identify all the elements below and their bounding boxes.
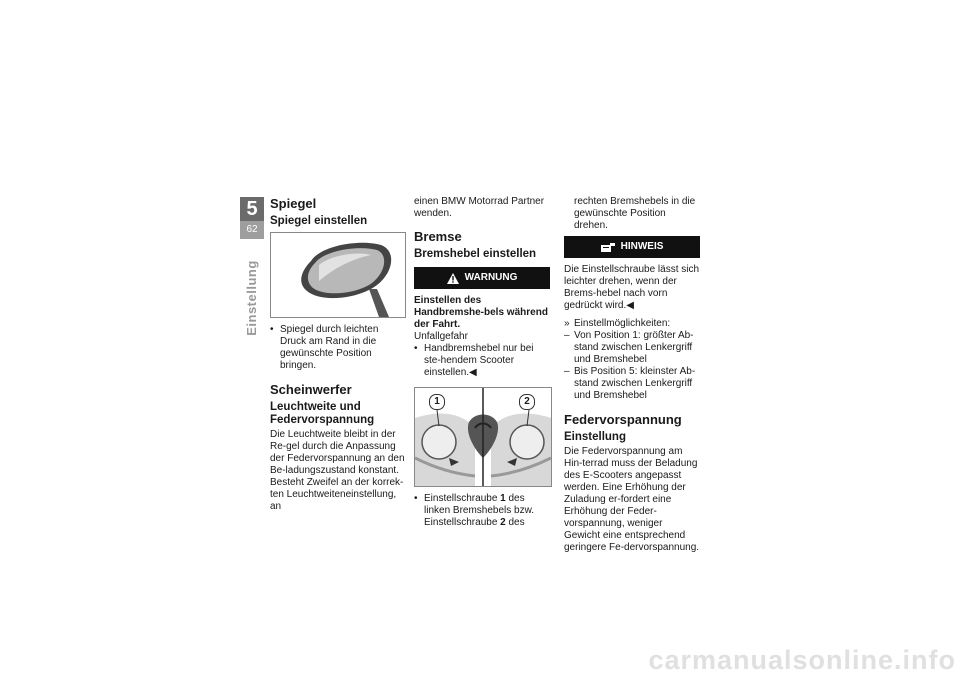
spiegel-bullet: • Spiegel durch leichten Druck am Rand in die gewünschte Position bringen. [270, 324, 406, 372]
section-title-spiegel: Spiegel [270, 196, 317, 211]
hinweis-label: HINWEIS [620, 241, 664, 252]
screw-number-1: 1 [500, 493, 506, 504]
section-title-scheinwerfer: Scheinwerfer [270, 382, 352, 397]
subsection-einstellung: Einstellung [564, 431, 626, 443]
subsection-bremshebel: Bremshebel einstellen [414, 248, 537, 260]
chapter-number: 5 [246, 198, 258, 220]
subsection-spiegel-einstellen: Spiegel einstellen [270, 215, 368, 227]
brake-lever-image [414, 387, 552, 487]
warning-bullet: • Handbremshebel nur bei ste-hendem Scooter einstellen.◀ [414, 343, 550, 379]
chapter-name: Einstellung [244, 260, 259, 336]
callout-2: 2 [519, 394, 535, 410]
column-3 [564, 196, 700, 554]
page-number: 62 [240, 221, 264, 239]
moeglichkeiten: » Einstellmöglichkeiten: [564, 318, 700, 330]
screw-text-mid: des linken Bremshebels bzw. Einstellschraube [424, 493, 535, 528]
hinweis-bar [564, 236, 700, 258]
warning-label: WARNUNG [464, 272, 518, 283]
screw-number-2: 2 [500, 517, 506, 528]
section-title-federvorspannung: Federvorspannung [564, 412, 682, 427]
subsection-leuchtweite: Leuchtweite und Federvorspannung [270, 401, 375, 426]
warning-icon [447, 273, 459, 284]
section-title-bremse: Bremse [414, 229, 462, 244]
mirror-image [270, 232, 406, 318]
col2-continued-text: einen BMW Motorrad Partner wenden. [414, 196, 545, 219]
screw-bullet [414, 493, 550, 529]
position-1: – Von Position 1: größter Ab-stand zwischen Lenkergriff und Bremshebel [564, 330, 700, 366]
hand-note-icon [601, 242, 615, 253]
hinweis-text: Die Einstellschraube lässt sich leichter drehen, wenn der Brems-hebel nach vorn gedrückt wird.◀ [564, 264, 700, 311]
watermark: carmanualsonline.info [648, 645, 956, 675]
screw-text-pre: Einstellschraube [424, 493, 501, 504]
warning-heading: Einstellen des Handbremshe-bels während der Fahrt. [414, 295, 548, 330]
col3-continued-text: rechten Bremshebels in die gewünschte Position drehen. [574, 196, 696, 231]
column-2 [414, 196, 550, 529]
leuchtweite-paragraph: Die Leuchtweite bleibt in der Re-gel durch die Anpassung der Federvorspannung an den Be-ladungszustand konstant. Besteht Zweifel an der korrek-ten Leuchtweiteneinstellung, an [270, 429, 405, 512]
warning-text: Unfallgefahr [414, 331, 468, 342]
screw-text-post: des [505, 517, 525, 528]
column-1 [270, 196, 406, 513]
federvorspannung-paragraph: Die Federvorspannung am Hin-terrad muss der Beladung des E-Scooters angepasst werden. Eine Erhöhung der Zuladung er-fordert eine Erhöhung der Feder-vorspannung, weniger Gewicht eine entsprechend geringere Fe-dervorspannung. [564, 446, 700, 553]
position-5: – Bis Position 5: kleinster Ab-stand zwischen Lenkergriff und Bremshebel [564, 366, 700, 402]
chapter-tab [240, 197, 264, 239]
callout-1: 1 [429, 394, 445, 410]
warning-bar [414, 267, 550, 289]
